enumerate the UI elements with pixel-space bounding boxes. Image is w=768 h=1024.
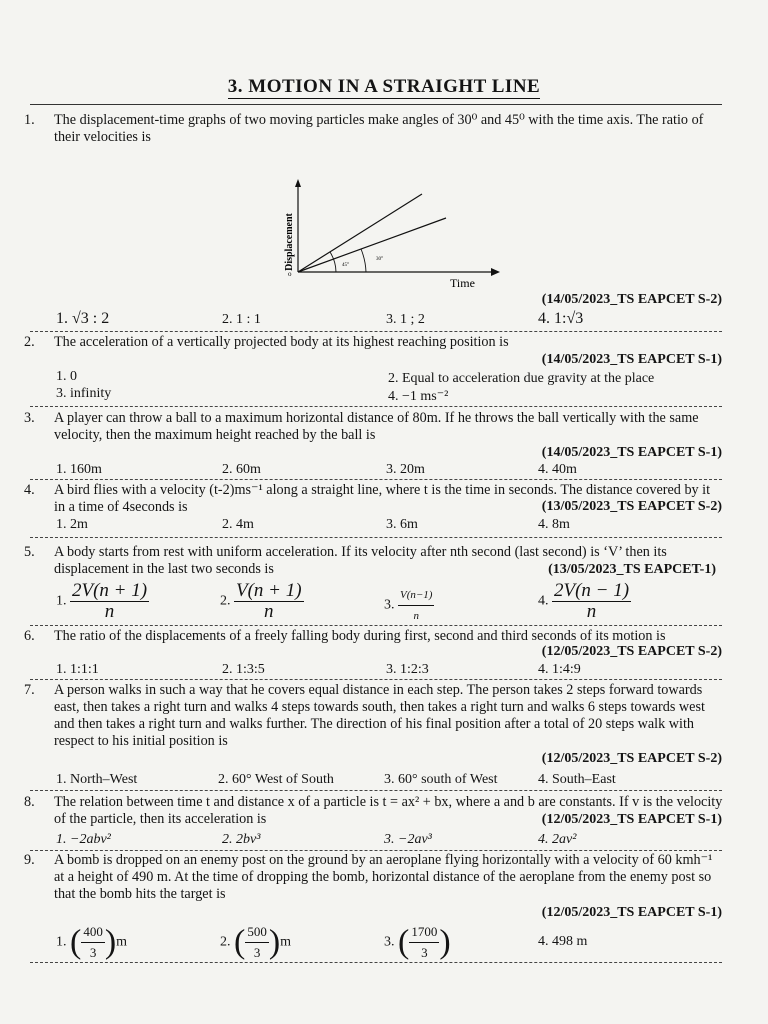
question-5-source: (13/05/2023_TS EAPCET-1)	[548, 562, 716, 577]
question-1-option-3: 3. 1 ; 2	[386, 312, 425, 327]
fraction: $\frac{V(n-1)}{n}$	[398, 585, 434, 626]
question-number: 6.	[24, 628, 35, 644]
question-9-option-1: 1. ( $\frac{400}{3}$ )m	[56, 922, 127, 963]
origin-label: o	[288, 270, 292, 278]
question-number: 9.	[24, 852, 35, 868]
question-3-option-2: 2. 60m	[222, 462, 261, 477]
question-3-option-3: 3. 20m	[386, 462, 425, 477]
question-6-option-3: 3. 1:2:3	[386, 662, 429, 677]
question-7-option-2: 2. 60° West of South	[218, 772, 334, 787]
separator	[30, 331, 722, 332]
question-8-option-1: 1. −2abv²	[56, 832, 111, 847]
question-4-option-1: 1. 2m	[56, 517, 88, 532]
question-6-option-1: 1. 1:1:1	[56, 662, 99, 677]
question-6-option-2: 2. 1:3:5	[222, 662, 265, 677]
separator	[30, 850, 722, 851]
x-axis-arrow	[491, 268, 500, 276]
question-2-option-1: 1. 0	[56, 369, 77, 384]
question-1-source: (14/05/2023_TS EAPCET S-2)	[541, 292, 722, 307]
chapter-title: 3. MOTION IN A STRAIGHT LINE	[227, 76, 541, 97]
question-number: 5.	[24, 544, 35, 560]
separator	[30, 537, 722, 538]
question-7-option-3: 3. 60° south of West	[384, 772, 498, 787]
separator	[30, 962, 722, 963]
question-9-option-3: 3. ( $\frac{1700}{3}$ )	[384, 922, 451, 963]
question-2-option-4: 4. −1 ms⁻²	[388, 389, 449, 404]
question-8-option-3: 3. −2av³	[384, 832, 432, 847]
question-number: 8.	[24, 794, 35, 810]
fraction: $\frac{500}{3}$	[247, 924, 267, 960]
question-6-source: (12/05/2023_TS EAPCET S-2)	[541, 644, 722, 659]
question-text: A body starts from rest with uniform acceleration. If its velocity after nth second (last second) is ‘V’ then its displacement in the last two seconds is	[54, 544, 667, 577]
question-5-option-2: 2. $\frac{V(n + 1)}{n}$	[220, 580, 302, 622]
question-9-source: (12/05/2023_TS EAPCET S-1)	[541, 905, 722, 920]
question-text: A player can throw a ball to a maximum horizontal distance of 80m. If he throws the ball vertically with the same velocity, then the maximum height reached by the ball is	[54, 410, 699, 443]
question-4-source: (13/05/2023_TS EAPCET S-2)	[541, 499, 722, 514]
question-4-option-3: 3. 6m	[386, 517, 418, 532]
question-4-option-2: 2. 4m	[222, 517, 254, 532]
separator	[30, 406, 722, 407]
question-text: The relation between time t and distance x of a particle is t = ax² + bx, where a and b are constants. If v is the velocity of the particle, then its acceleration is	[54, 794, 723, 827]
question-number: 7.	[24, 682, 35, 698]
question-text: A bomb is dropped on an enemy post on the ground by an aeroplane flying horizontally with a velocity of 60 kmh⁻¹ at a height of 490 m. At the time of dropping the bomb, horizontal distance of the aeroplane from the enemy post so that the bomb hits the target is	[54, 852, 713, 902]
question-8-source: (12/05/2023_TS EAPCET S-1)	[541, 812, 722, 827]
question-9-option-2: 2. ( $\frac{500}{3}$ )m	[220, 922, 291, 963]
question-8-option-4: 4. 2av²	[538, 832, 577, 847]
fraction: $\frac{1700}{3}$	[411, 924, 438, 960]
question-3-source: (14/05/2023_TS EAPCET S-1)	[541, 445, 722, 460]
question-4-option-4: 4. 8m	[538, 517, 570, 532]
angle-arc-inner	[330, 252, 336, 272]
question-5-option-1: 1. $\frac{2V(n + 1)}{n}$	[56, 580, 148, 622]
question-7-option-1: 1. North–West	[56, 772, 138, 787]
question-text: The ratio of the displacements of a freely falling body during first, second and third seconds of its motion is	[54, 628, 666, 644]
question-text: The acceleration of a vertically projected body at its highest reaching position is	[54, 334, 509, 350]
question-number: 1.	[24, 112, 35, 128]
question-number: 2.	[24, 334, 35, 350]
question-6-option-4: 4. 1:4:9	[538, 662, 581, 677]
question-number: 3.	[24, 410, 35, 426]
question-text: The displacement-time graphs of two moving particles make angles of 30⁰ and 45⁰ with the time axis. The ratio of their velocities is	[54, 112, 704, 145]
separator	[30, 679, 722, 680]
y-axis-arrow	[295, 179, 301, 187]
question-1-option-4: 4. 1:√3	[538, 310, 584, 327]
angle-arc-outer	[361, 249, 366, 272]
question-text: A person walks in such a way that he covers equal distance in each step. The person takes 2 steps forward towards east, then takes a right turn and walks 4 steps towards south, then takes a right turn and walks 6 steps towards west and then takes a right turn and walks further. The direction of his final position after a total of 20 steps walk with respect to his initial position is	[54, 682, 705, 749]
separator	[30, 625, 722, 626]
question-text: A bird flies with a velocity (t-2)ms⁻¹ along a straight line, where t is the time in seconds. The distance covered by it in a time of 4seconds is	[54, 482, 711, 515]
question-2-option-3: 3. infinity	[56, 386, 112, 401]
question-8-option-2: 2. 2bv³	[222, 832, 261, 847]
angle-label-small: 45°	[342, 263, 349, 268]
question-5-option-3: 3. $\frac{V(n-1)}{n}$	[384, 585, 434, 626]
question-2-option-2: 2. Equal to acceleration due gravity at the place	[388, 371, 655, 386]
question-1-option-1: 1. √3 : 2	[56, 310, 110, 327]
fraction: $\frac{400}{3}$	[83, 924, 103, 960]
question-1-option-2: 2. 1 : 1	[222, 312, 261, 327]
question-7-option-4: 4. South–East	[538, 772, 616, 787]
question-3-option-4: 4. 40m	[538, 462, 577, 477]
title-rule	[30, 104, 722, 105]
fraction: $\frac{2V(n - 1)}{n}$	[554, 580, 630, 622]
question-2-source: (14/05/2023_TS EAPCET S-1)	[541, 352, 722, 367]
displacement-time-graph	[278, 176, 508, 294]
separator	[30, 479, 722, 480]
fraction: $\frac{V(n + 1)}{n}$	[236, 580, 302, 622]
separator	[30, 790, 722, 791]
question-5-option-4: 4. $\frac{2V(n - 1)}{n}$	[538, 580, 630, 622]
angle-label-large: 30°	[376, 257, 383, 262]
fraction: $\frac{2V(n + 1)}{n}$	[72, 580, 148, 622]
question-number: 4.	[24, 482, 35, 498]
y-axis-label: Displacement	[284, 213, 295, 271]
x-axis-label: Time	[450, 276, 475, 290]
question-3-option-1: 1. 160m	[56, 462, 102, 477]
question-7-source: (12/05/2023_TS EAPCET S-2)	[541, 751, 722, 766]
question-9-option-4: 4. 498 m	[538, 934, 588, 949]
